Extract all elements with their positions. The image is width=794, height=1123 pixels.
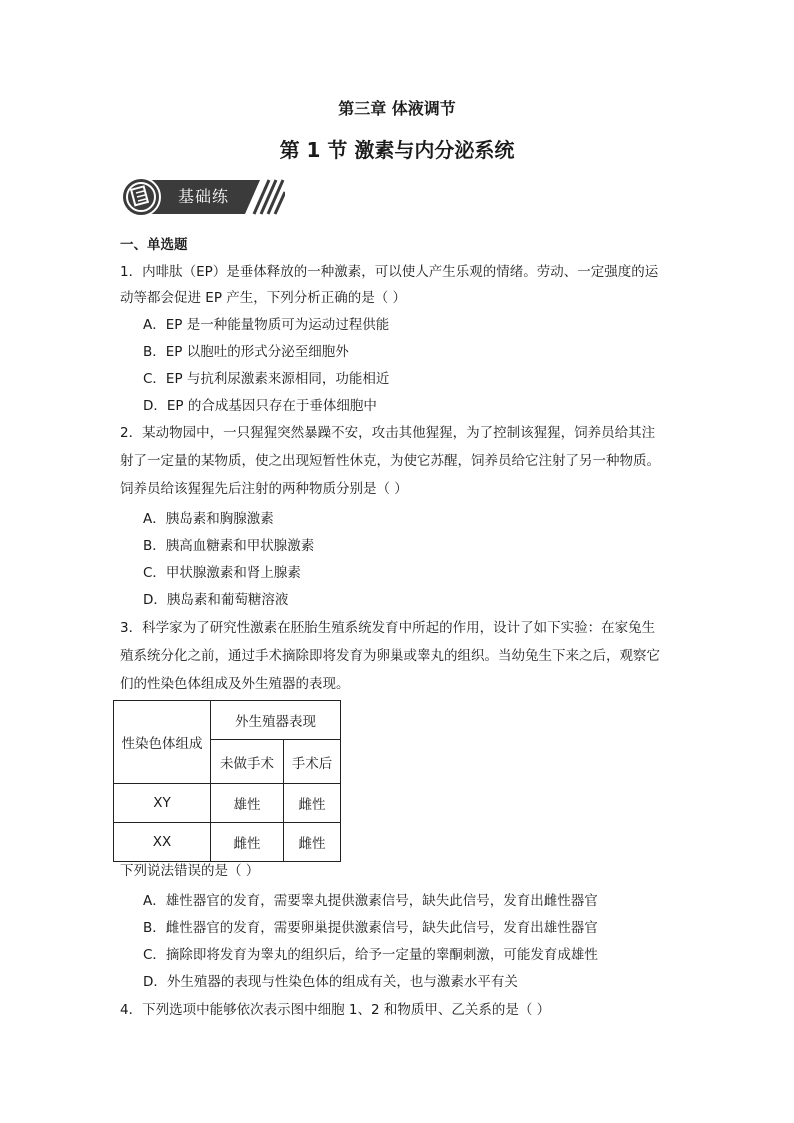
q1-option-d: D．EP 的合成基因只存在于垂体细胞中 — [143, 398, 377, 414]
q2-option-d: D．胰岛素和葡萄糖溶液 — [143, 592, 289, 608]
q1-stem-line2: 动等都会促进 EP 产生，下列分析正确的是（ ） — [120, 290, 407, 306]
table-cell: 雌性 — [284, 823, 341, 862]
q2-option-b: B．胰高血糖素和甲状腺激素 — [143, 538, 315, 554]
basic-practice-banner — [120, 176, 285, 218]
q1-stem-line1: 1．内啡肽（EP）是垂体释放的一种激素，可以使人产生乐观的情绪。劳动、一定强度的运 — [120, 264, 659, 280]
q3-option-c: C．摘除即将发育为睾丸的组织后，给予一定量的睾酮刺激，可能发育成雄性 — [143, 947, 598, 963]
table-col-no-surgery: 未做手术 — [211, 740, 284, 784]
section-title: 第 1 节 激素与内分泌系统 — [279, 138, 515, 162]
table-row-label: XY — [114, 784, 211, 823]
q3-option-b: B．雌性器官的发育，需要卵巢提供激素信号，缺失此信号，发育出雄性器官 — [143, 920, 598, 936]
q4-stem-line1: 4．下列选项中能够依次表示图中细胞 1、2 和物质甲、乙关系的是（ ） — [120, 1002, 551, 1018]
q1-option-c: C．EP 与抗利尿激素来源相同，功能相近 — [143, 371, 390, 387]
table-row-label: XX — [114, 823, 211, 862]
table-col-after-surgery: 手术后 — [284, 740, 341, 784]
q3-stem-line1: 3．科学家为了研究性激素在胚胎生殖系统发育中所起的作用，设计了如下实验：在家兔生 — [120, 620, 656, 636]
q2-stem-line1: 2．某动物园中，一只猩猩突然暴躁不安，攻击其他猩猩，为了控制该猩猩，饲养员给其注 — [120, 425, 656, 441]
banner-label: 基础练 — [178, 187, 230, 206]
table-cell: 雌性 — [284, 784, 341, 823]
q3-result-table — [113, 700, 341, 862]
q2-stem-line2: 射了一定量的某物质，使之出现短暂性休克，为使它苏醒，饲养员给它注射了另一种物质。 — [120, 453, 660, 469]
q2-option-c: C．甲状腺激素和肾上腺素 — [143, 565, 301, 581]
q2-stem-line3: 饲养员给该猩猩先后注射的两种物质分别是（ ） — [120, 481, 408, 497]
q2-option-a: A．胰岛素和胸腺激素 — [143, 511, 274, 527]
q3-stem-line3: 们的性染色体组成及外生殖器的表现。 — [120, 676, 350, 692]
part-title: 一、单选题 — [120, 237, 188, 253]
q1-option-b: B．EP 以胞吐的形式分泌至细胞外 — [143, 344, 349, 360]
table-cell: 雄性 — [211, 784, 284, 823]
table-header-chromosome: 性染色体组成 — [114, 701, 211, 784]
q3-option-d: D．外生殖器的表现与性染色体的组成有关，也与激素水平有关 — [143, 974, 518, 990]
q3-after-table: 下列说法错误的是（ ） — [120, 863, 260, 879]
table-header-genitalia: 外生殖器表现 — [211, 701, 341, 740]
q3-stem-line2: 殖系统分化之前，通过手术摘除即将发育为卵巢或睾丸的组织。当幼兔生下来之后，观察它 — [120, 648, 660, 664]
q1-option-a: A．EP 是一种能量物质可为运动过程供能 — [143, 317, 390, 333]
q3-option-a: A．雄性器官的发育，需要睾丸提供激素信号，缺失此信号，发育出雌性器官 — [143, 893, 598, 909]
table-cell: 雌性 — [211, 823, 284, 862]
chapter-title: 第三章 体液调节 — [338, 99, 456, 118]
